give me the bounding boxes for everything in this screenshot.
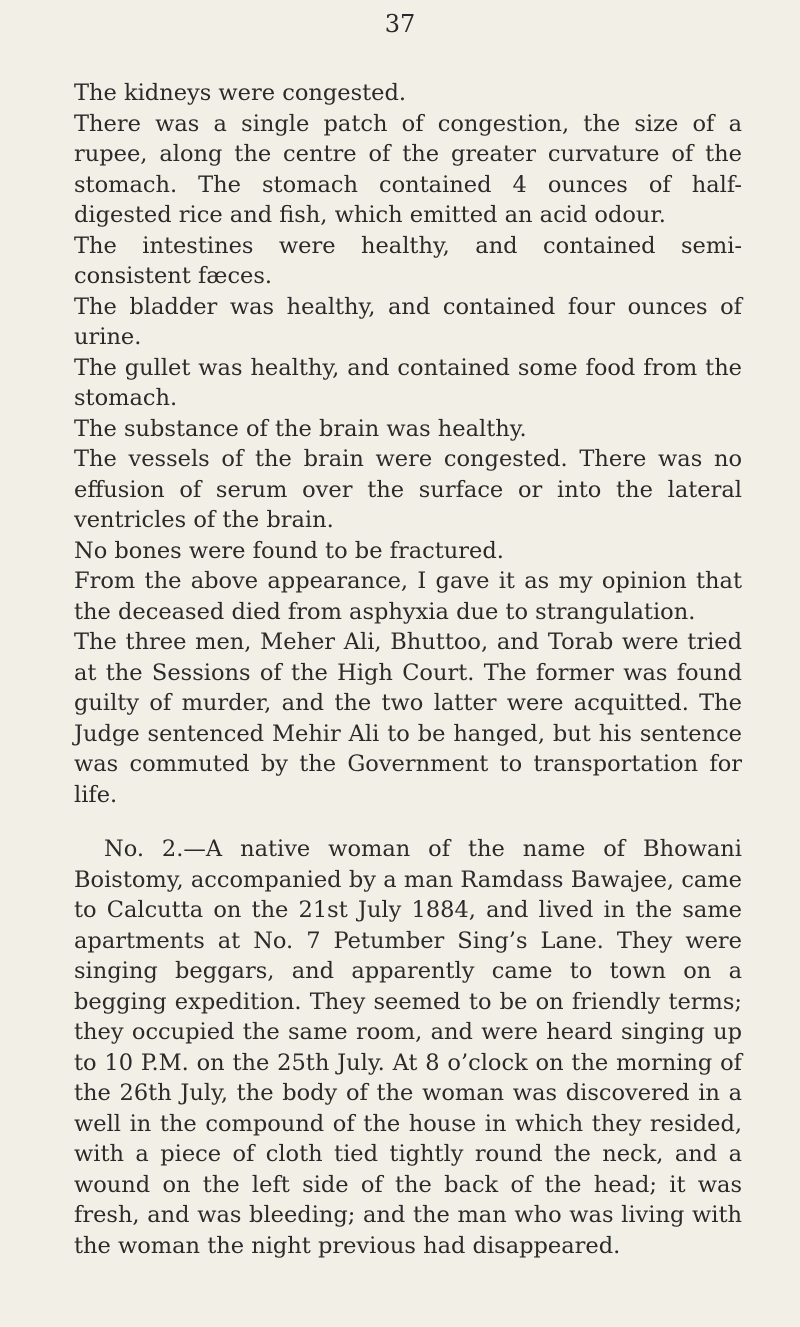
paragraph-case-2: No. 2.—A native woman of the name of Bhowani Boistomy, accompanied by a man Ramdass Bawajee, came to Calcutta on the 21st July 1884, and lived in the same apartments at No. 7 Petumber Sing’s Lane. They were singing beggars, and apparently came to town on a begging expedition. They seemed to be on friendly terms; they occupied the same room, and were heard singing up to 10 P.M. on the 25th July. At 8 o’clock on the morning of the 26th July, the body of the woman was discovered in a well in the compound of the house in which they resided, with a piece of cloth tied tightly round the neck, and a wound on the left side of the back of the head; it was fresh, and was bleeding; and the man who was living with the woman the night previous had disappeared. xyxy=(74,836,742,1259)
paragraph-intestines: The intestines were healthy, and contained semi-consistent fæces. xyxy=(74,232,742,289)
paragraph-gullet: The gullet was healthy, and contained some food from the stomach. xyxy=(74,354,742,411)
paragraph-stomach: There was a single patch of congestion, the size of a rupee, along the centre of the greater curvature of the stomach. The stomach contained 4 ounces of half-digested rice and fish, which emitted an acid odour. xyxy=(74,110,742,228)
paragraph-bladder: The bladder was healthy, and contained four ounces of urine. xyxy=(74,293,742,350)
paragraph-bones: No bones were found to be fractured. xyxy=(74,537,504,564)
paragraph-brain-substance: The substance of the brain was healthy. xyxy=(74,415,527,442)
paragraph-opinion: From the above appearance, I gave it as my opinion that the deceased died from asphyxia due to strangulation. xyxy=(74,568,742,625)
paragraph-brain-vessels: The vessels of the brain were congested. There was no effusion of serum over the surface or into the lateral ventricles of the brain. xyxy=(74,446,742,533)
page-number: 37 xyxy=(384,10,416,38)
paragraph-trial: The three men, Meher Ali, Bhuttoo, and Torab were tried at the Sessions of the High Court. The former was found guilty of murder, and the two latter were acquitted. The Judge sentenced Mehir Ali to be hanged, but his sentence was commuted by the Government to transportation for life. xyxy=(74,629,742,808)
paragraph-kidneys: The kidneys were congested. xyxy=(74,80,407,106)
body-text xyxy=(74,0,742,1261)
